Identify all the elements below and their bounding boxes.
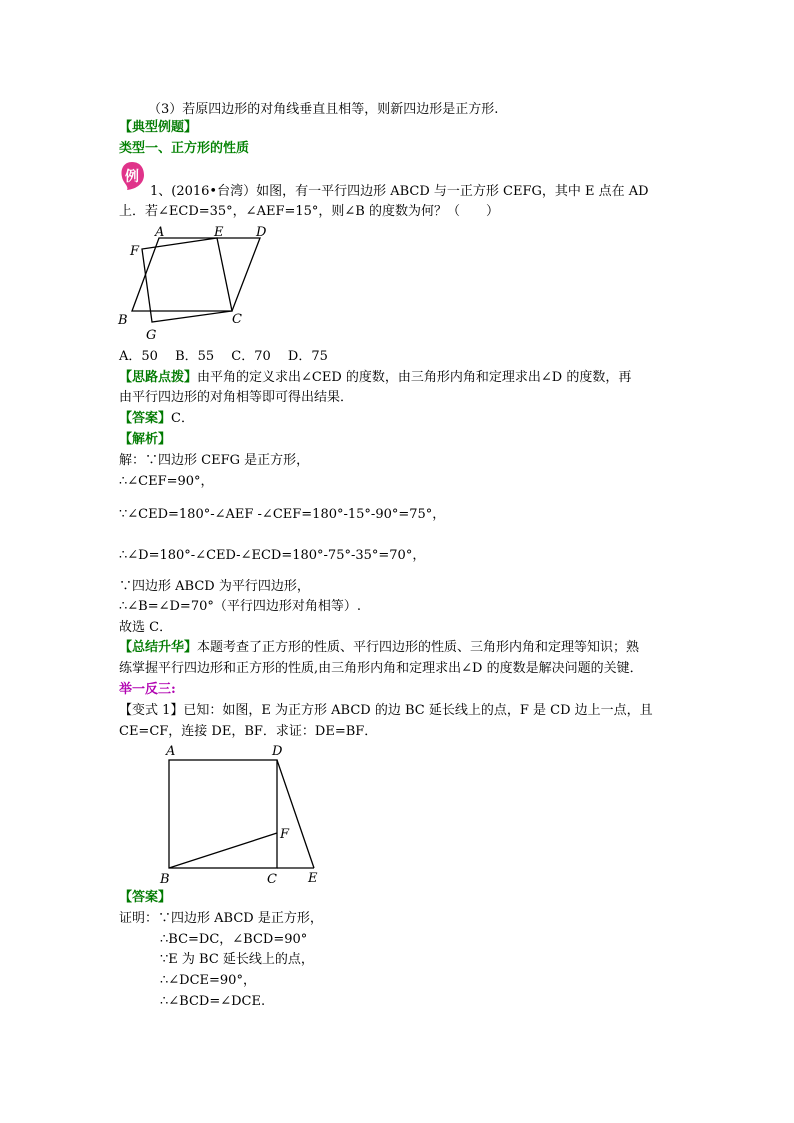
proof-line-3: ∵E 为 BC 延长线上的点， — [160, 952, 314, 967]
label-e: E — [214, 225, 224, 240]
solution-line-6: ∴∠B=∠D=70°（平行四边形对角相等）. — [119, 599, 361, 614]
segment-bf — [169, 833, 277, 868]
summary-label: 【总结升华】 — [119, 640, 198, 655]
summary-text-1: 本题考查了正方形的性质、平行四边形的性质、三角形内角和定理等知识；熟 — [197, 640, 640, 655]
proof-line-5: ∴∠BCD=∠DCE. — [160, 994, 266, 1009]
label-d: D — [256, 225, 267, 240]
solution-line-3: ∵∠CED=180°-∠AEF -∠CEF=180°-15°-90°=75°， — [119, 507, 446, 522]
summary-line-1 — [119, 639, 639, 656]
variant-line-1 — [119, 702, 653, 719]
label-a: A — [155, 225, 165, 240]
answer-line — [119, 410, 194, 427]
proof-line-4: ∴∠DCE=90°， — [160, 973, 256, 988]
summary-line-2: 练掌握平行四边形和正方形的性质,由三角形内角和定理求出∠D 的度数是解决问题的关键． — [119, 661, 643, 676]
segment-de — [277, 760, 314, 868]
label-c: C — [267, 872, 277, 886]
question-1-line-1: 1、(2016•台湾）如图，有一平行四边形 ABCD 与一正方形 CEFG，其中 E 点在 AD — [150, 184, 649, 199]
solution-line-1: 解：∵四边形 CEFG 是正方形， — [119, 453, 310, 468]
type-one-heading: 类型一、正方形的性质 — [119, 141, 250, 156]
solution-line-4: ∴∠D=180°-∠CED-∠ECD=180°-75°-35°=70°， — [119, 548, 426, 563]
solution-line-5: ∵四边形 ABCD 为平行四边形， — [119, 579, 310, 594]
answer-options: A．50 B．55 C．70 D．75 — [119, 349, 328, 364]
label-f: F — [130, 244, 140, 259]
typical-examples-heading: 【典型例题】 — [119, 120, 198, 135]
label-b: B — [118, 313, 128, 328]
variant-text-1: 已知：如图，E 为正方形 ABCD 的边 BC 延长线上的点，F 是 CD 边上一点，且 — [183, 703, 653, 718]
example-badge-text: 例 — [125, 169, 139, 185]
hint-label: 【思路点拨】 — [119, 370, 198, 385]
analysis-heading: 【解析】 — [119, 432, 172, 447]
hint-line-2: 由平行四边形的对角相等即可得出结果． — [119, 390, 354, 405]
label-a: A — [166, 744, 176, 759]
question-1-line-2: 上．若∠ECD=35°，∠AEF=15°，则∠B 的度数为何？（ ） — [119, 204, 499, 219]
label-e: E — [308, 871, 318, 886]
square-abcd — [169, 760, 277, 868]
intro-condition-3: （3）若原四边形的对角线垂直且相等，则新四边形是正方形. — [148, 102, 499, 117]
figure-square-extension — [158, 740, 326, 886]
figure-parallelogram-square — [115, 222, 275, 344]
practice-heading: 举一反三: — [119, 682, 176, 697]
variant-label: 【变式 1】 — [119, 703, 184, 718]
variant-line-2: CE=CF，连接 DE，BF．求证：DE=BF． — [119, 724, 378, 739]
hint-text-1: 由平角的定义求出∠CED 的度数，由三角形内角和定理求出∠D 的度数，再 — [197, 370, 632, 385]
proof-line-2: ∴BC=DC，∠BCD=90° — [160, 932, 308, 947]
proof-line-1: 证明：∵四边形 ABCD 是正方形， — [119, 911, 323, 926]
answer-label: 【答案】 — [119, 411, 172, 426]
hint-line-1 — [119, 369, 631, 386]
answer-2-heading: 【答案】 — [119, 890, 172, 905]
label-g: G — [146, 328, 157, 343]
label-d: D — [272, 744, 283, 759]
label-f: F — [280, 827, 290, 842]
label-c: C — [232, 312, 242, 327]
parallelogram-abcd — [132, 238, 260, 311]
example-badge — [119, 161, 145, 191]
label-b: B — [160, 872, 170, 886]
answer-value: C． — [171, 411, 194, 426]
solution-line-7: 故选 C． — [119, 620, 173, 635]
solution-line-2: ∴∠CEF=90°， — [119, 474, 214, 489]
square-cefg — [142, 238, 232, 322]
